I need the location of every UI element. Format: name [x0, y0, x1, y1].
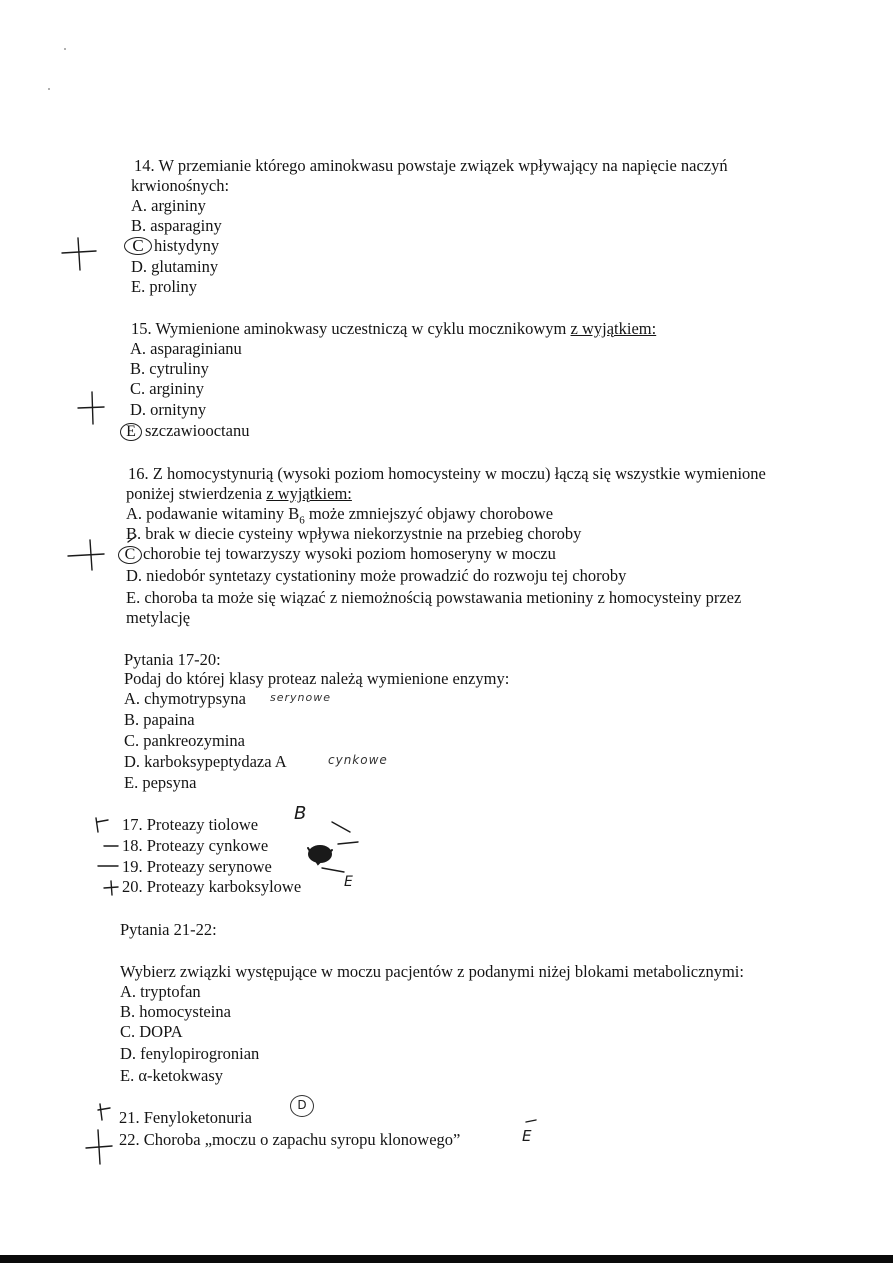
handwritten-scribble [526, 1120, 536, 1122]
q14-option-a: A. argininy [131, 196, 206, 215]
q16-option-b: B. brak w diecie cysteiny wpływa niekorzystnie na przebieg choroby [126, 524, 582, 543]
tick-mark-icon [96, 818, 108, 832]
q17-20-option-e: E. pepsyna [124, 773, 197, 792]
q16-option-e: E. choroba ta może się wiązać z niemożnością powstawania metioniny z homocysteiny przez [126, 588, 742, 607]
q16-option-c-text: chorobie tej towarzyszy wysoki poziom homoseryny w moczu [143, 544, 556, 563]
handwritten-scribble [322, 822, 358, 872]
q21-22-option-d: D. fenylopirogronian [120, 1044, 260, 1063]
q15-option-d: D. ornityny [130, 400, 207, 419]
tick-mark-icon [98, 1104, 110, 1120]
q15-option-e [120, 421, 249, 441]
q17-20-instruction: Podaj do której klasy proteaz należą wymienione enzymy: [124, 669, 510, 688]
scan-speck [64, 48, 66, 50]
q17-20-option-c: C. pankreozymina [124, 731, 245, 750]
q17-20-heading: Pytania 17-20: [124, 650, 221, 669]
q21: 21. Fenyloketonuria [119, 1108, 252, 1127]
q15-option-a: A. asparaginianu [130, 339, 242, 358]
q16-vitamin-subscript: 6 [299, 514, 305, 527]
q17-20-option-b: B. papaina [124, 710, 195, 729]
q19: 19. Proteazy serynowe [122, 857, 272, 876]
q17-20-option-d: D. karboksypeptydaza A [124, 752, 287, 771]
q15-option-b: B. cytruliny [130, 359, 209, 378]
q16-option-a-text: A. podawanie witaminy B [126, 504, 300, 523]
q14-stem: 14. W przemianie którego aminokwasu powstaje związek wpływający na napięcie naczyń [134, 156, 728, 175]
plus-mark-icon [104, 881, 118, 895]
handwritten-note: cynkowe [328, 753, 388, 767]
handwritten-answer-17: B [294, 803, 307, 824]
correct-mark-icon [62, 238, 96, 270]
q15-stem [131, 319, 656, 339]
circled-handwritten-d: D [290, 1095, 314, 1117]
q17-20-option-a: A. chymotrypsyna [124, 689, 246, 708]
correct-mark-icon [78, 392, 104, 424]
q22: 22. Choroba „moczu o zapachu syropu klonowego” [119, 1130, 461, 1149]
q16-stem-cont-text: poniżej stwierdzenia [126, 484, 263, 503]
q17: 17. Proteazy tiolowe [122, 815, 259, 834]
q14-option-d: D. glutaminy [131, 257, 219, 276]
circled-answer-c: C [118, 546, 142, 564]
circled-answer-c: C [124, 237, 152, 255]
q21-22-heading: Pytania 21-22: [120, 920, 217, 939]
q15-option-c: C. argininy [130, 379, 204, 398]
q14-option-c [124, 236, 219, 256]
q15-option-e-text: szczawiooctanu [145, 421, 250, 440]
q14-option-c-text: histydyny [154, 236, 220, 255]
q16-option-a-text-end: może zmniejszyć objawy chorobowe [304, 504, 554, 523]
q14-option-b: B. asparaginy [131, 216, 222, 235]
q15-exception: z wyjątkiem: [570, 319, 657, 338]
q16-option-e-cont: metylację [126, 608, 191, 627]
q18: 18. Proteazy cynkowe [122, 836, 269, 855]
q16-stem: 16. Z homocystynurią (wysoki poziom homocysteiny w moczu) łączą się wszystkie wymienione [128, 464, 766, 483]
handwritten-answer-20: E [344, 874, 353, 890]
handwritten-answer-22: E [522, 1127, 532, 1145]
q16-option-d: D. niedobór syntetazy cystationiny może prowadzić do rozwoju tej choroby [126, 566, 627, 585]
handwritten-scribble [308, 848, 332, 864]
handwritten-scribble [308, 845, 332, 863]
q21-22-option-c: C. DOPA [120, 1022, 183, 1041]
q14-stem-cont: krwionośnych: [131, 176, 230, 195]
q20: 20. Proteazy karboksylowe [122, 877, 302, 896]
correct-mark-icon [86, 1130, 112, 1164]
q16-option-c [118, 544, 556, 564]
handwritten-answer-21 [290, 1094, 314, 1117]
q21-22-instruction: Wybierz związki występujące w moczu pacjentów z podanymi niżej blokami metabolicznymi: [120, 962, 744, 981]
q21-22-option-e: E. α-ketokwasy [120, 1066, 224, 1085]
q21-22-option-a: A. tryptofan [120, 982, 201, 1001]
q21-22-option-b: B. homocysteina [120, 1002, 231, 1021]
q14-option-e: E. proliny [131, 277, 197, 296]
scan-bottom-edge [0, 1255, 893, 1263]
scan-speck [48, 88, 50, 90]
circled-answer-e: E [120, 423, 142, 441]
q15-stem-text: 15. Wymienione aminokwasy uczestniczą w cyklu mocznikowym [131, 319, 567, 338]
handwritten-note: serynowe [270, 691, 331, 704]
q16-exception: z wyjątkiem: [266, 484, 352, 503]
correct-mark-icon [68, 540, 104, 570]
q16-stem-cont [126, 484, 352, 504]
